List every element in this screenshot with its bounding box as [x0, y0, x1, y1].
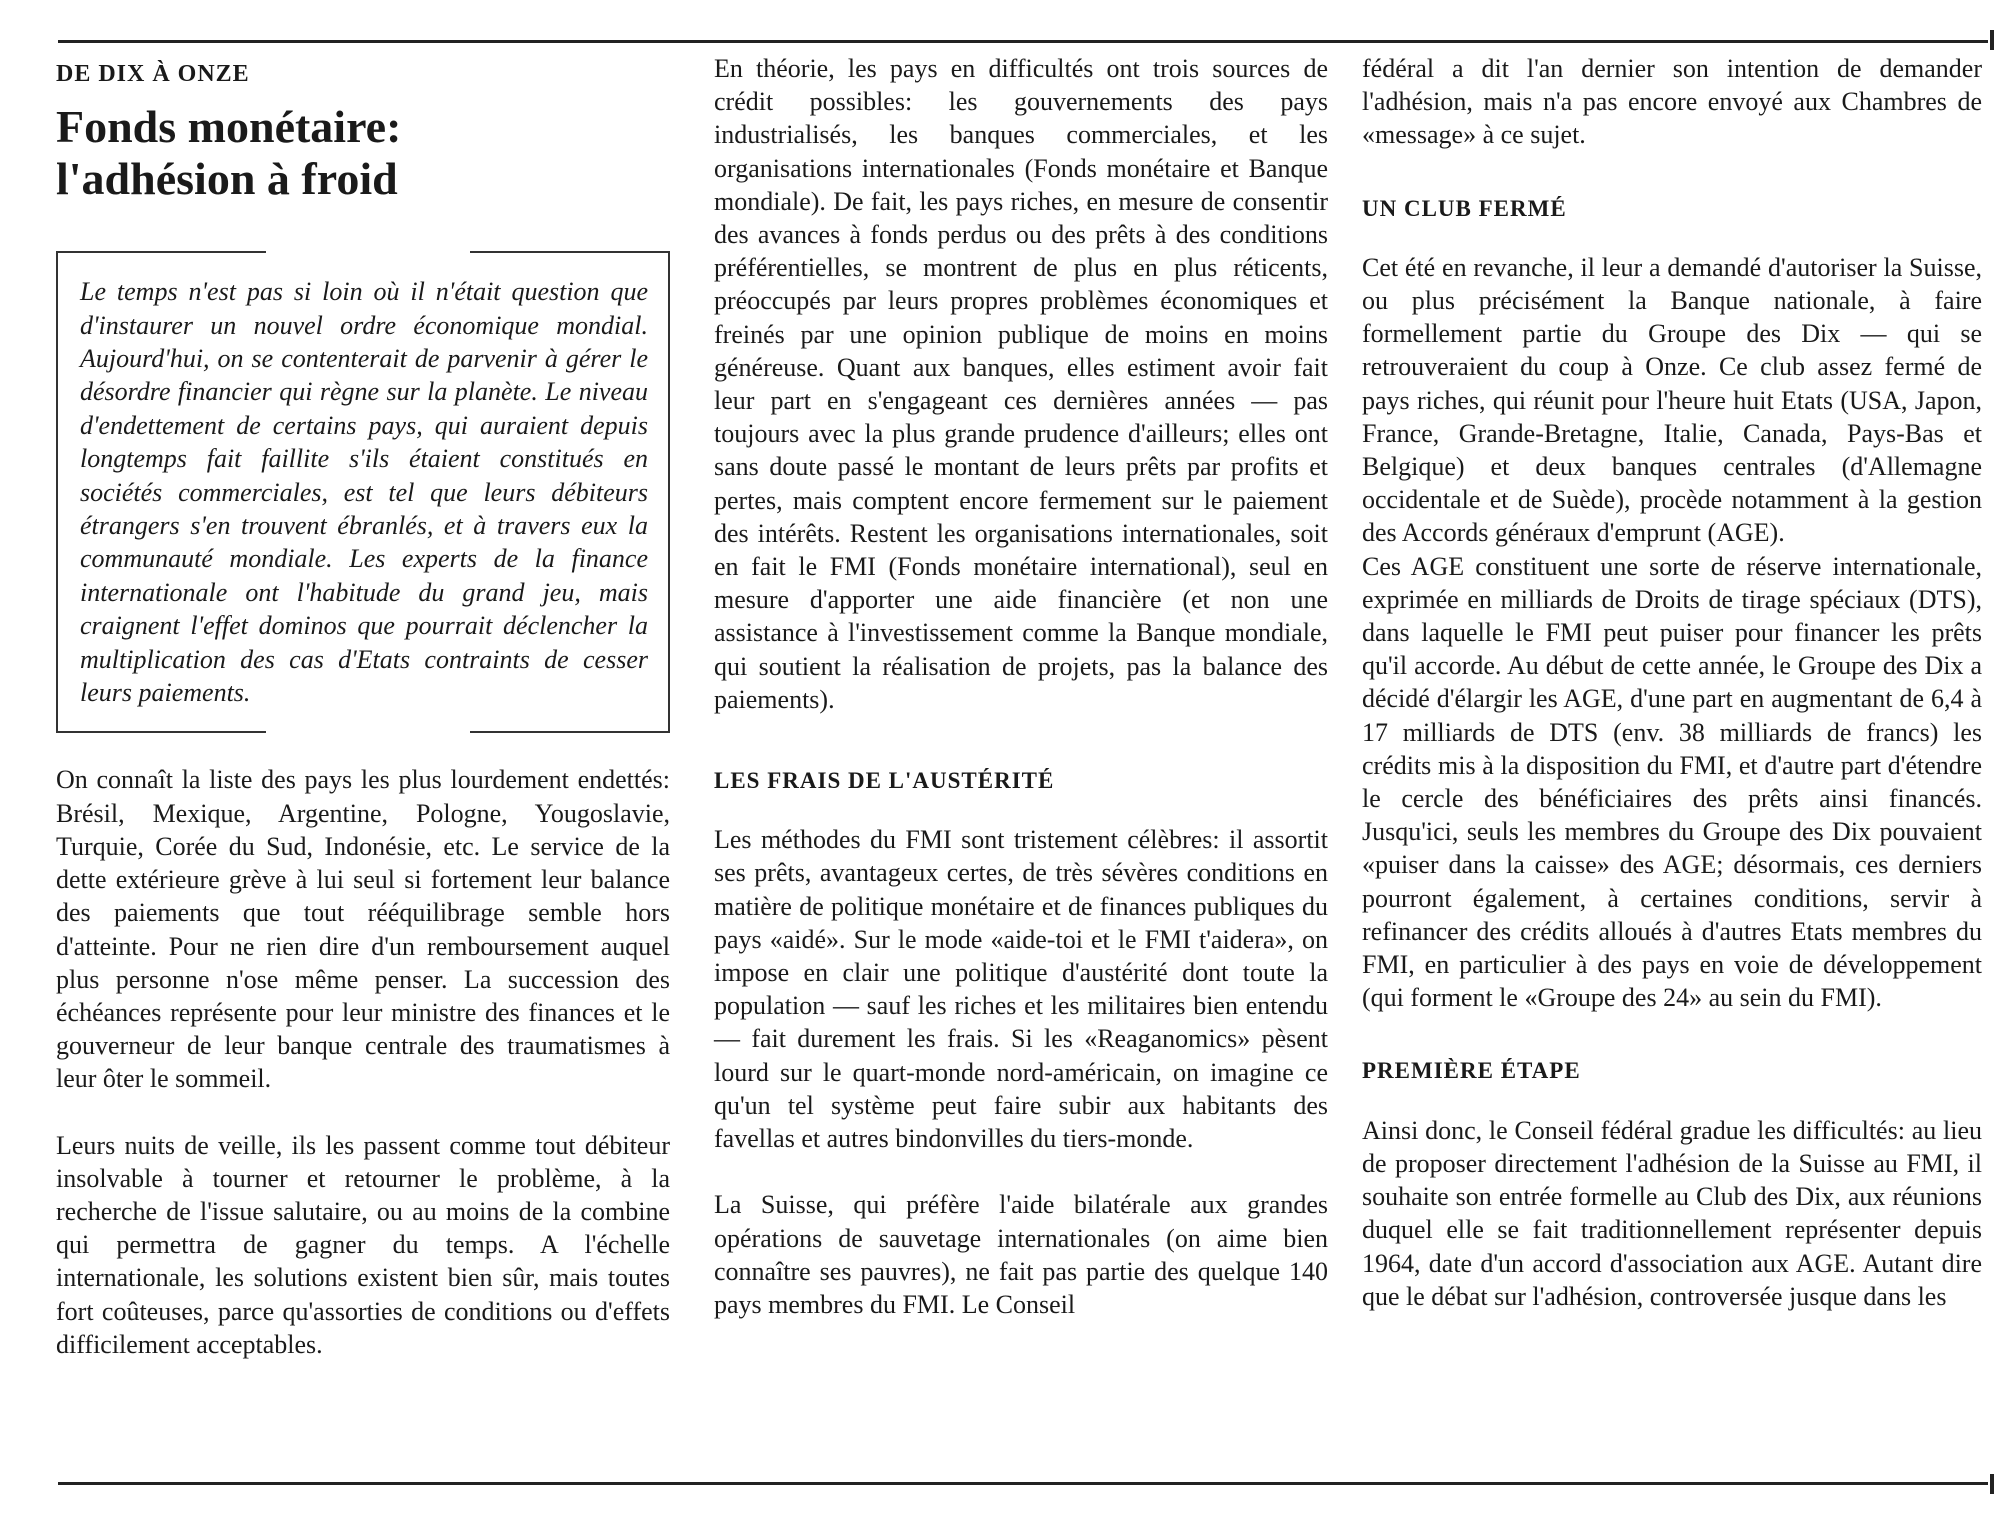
subheading: PREMIÈRE ÉTAPE — [1362, 1058, 1581, 1084]
body-paragraph: On connaît la liste des pays les plus lourdement endettés: Brésil, Mexique, Argentine, Pologne, Yougoslavie, Turquie, Corée du Sud, Indonésie, etc. Le service de la dette extérieure grève à lui seul si fortement leur balance des paiements que tout rééquilibrage semble hors d'atteinte. Pour ne rien dire d'un remboursement auquel plus personne n'ose même penser. La succession des échéances représente pour leur ministre des finances et le gouverneur de leur banque centrale des traumatismes à leur ôter le sommeil. — [56, 765, 670, 1094]
body-paragraph: En théorie, les pays en difficultés ont trois sources de crédit possibles: les gouvernements des pays industrialisés, les banques commerciales, et les organisations internationales (Fonds monétaire et Banque mondiale). De fait, les pays riches, en mesure de consentir des avances à fonds perdus ou des prêts à des conditions préférentielles, se montrent de plus en plus réticents, préoccupés par leurs propres problèmes économiques et freinés par une opinion publique de moins en moins généreuse. Quant aux banques, elles estiment avoir fait leur part en s'engageant ces dernières années — pas toujours avec la plus grande prudence d'ailleurs; elles ont sans doute passé le montant de leurs prêts par profits et pertes, mais comptent encore fermement sur le paiement des intérêts. Restent les organisations internationales, soit en fait le FMI (Fonds monétaire international), seul en mesure d'apporter une aide financière (et non une assistance à l'investissement comme la Banque mondiale, qui soutient la réalisation de projets, pas la balance des paiements). — [714, 54, 1328, 714]
body-paragraph: Les méthodes du FMI sont tristement célèbres: il assortit ses prêts, avantageux certes, de très sévères conditions en matière de politique monétaire et de finances publiques du pays «aidé». Sur le mode «aide-toi et le FMI t'aidera», on impose en clair une politique d'austérité dont toute la population — sauf les riches et les militaires bien entendu — fait durement les frais. Si les «Reaganomics» pèsent lourd sur le quart-monde nord-américain, on imagine ce qu'un tel système peut faire subir aux habitants des favellas et autres bindonvilles du tiers-monde. — [714, 825, 1328, 1154]
subheading: UN CLUB FERMÉ — [1362, 195, 1567, 221]
lead-box-corner — [470, 251, 670, 253]
column-3 — [1362, 52, 1982, 1313]
column-1 — [56, 52, 670, 1361]
headline-line-2: l'adhésion à froid — [56, 153, 398, 205]
body-paragraph: Cet été en revanche, il leur a demandé d'autoriser la Suisse, ou plus précisément la Banque nationale, à faire formellement partie du Groupe des Dix — qui se retrouveraient du coup à Onze. Ce club assez fermé de pays riches, qui réunit pour l'heure huit Etats (USA, Japon, France, Grande-Bretagne, Italie, Canada, Pays-Bas et Belgique) et deux banques centrales (d'Allemagne occidentale et de Suède), procède notamment à la gestion des Accords généraux d'emprunt (AGE). — [1362, 252, 1982, 548]
body-paragraph: fédéral a dit l'an dernier son intention de demander l'adhésion, mais n'a pas encore envoyé aux Chambres de «message» à ce sujet. — [1362, 54, 1982, 150]
lead-box-corner — [470, 731, 670, 733]
column-2 — [714, 52, 1328, 1321]
subheading: LES FRAIS DE L'AUSTÉRITÉ — [714, 768, 1055, 794]
edge-mark-bottom — [1990, 1474, 1994, 1494]
body-paragraph: Ces AGE constituent une sorte de réserve internationale, exprimée en milliards de Droits de tirage spéciaux (DTS), dans laquelle le FMI peut puiser pour financer les prêts qu'il accorde. Au début de cette année, le Groupe des Dix a décidé d'élargir les AGE, d'une part en augmentant de 6,4 à 17 milliards de DTS (env. 38 milliards de francs) les crédits mis à la disposition du FMI, et d'autre part d'étendre le cercle des bénéficiaires des prêts ainsi financés. Jusqu'ici, seuls les membres du Groupe des Dix pouvaient «puiser dans la caisse» des AGE; désormais, ces derniers pourront également, à certaines conditions, servir à refinancer des crédits alloués à d'autres Etats membres du FMI, en particulier à des pays en voie de développement (qui forment le «Groupe des 24» au sein du FMI). — [1362, 551, 1982, 1013]
body-paragraph: La Suisse, qui préfère l'aide bilatérale aux grandes opérations de sauvetage internationales (on aime bien connaître ses pauvres), ne fait pas partie des quelque 140 pays membres du FMI. Le Conseil — [714, 1190, 1328, 1319]
body-paragraph: Ainsi donc, le Conseil fédéral gradue les difficultés: au lieu de proposer directement l'adhésion de la Suisse au FMI, il souhaite son entrée formelle au Club des Dix, aux réunions duquel elle se fait traditionnellement représenter depuis 1964, date d'un accord d'association aux AGE. Autant dire que le débat sur l'adhésion, controversée jusque dans les — [1362, 1115, 1982, 1311]
lead-box-corner — [56, 251, 266, 253]
lead-paragraph: Le temps n'est pas si loin où il n'était question que d'instaurer un nouvel ordre économique mondial. Aujourd'hui, on se contenterait de parvenir à gérer le désordre financier qui règne sur la planète. Le niveau d'endettement de certains pays, qui auraient depuis longtemps fait faillite s'ils étaient constitués en sociétés commerciales, est tel que leurs débiteurs étrangers s'en trouvent ébranlés, et à travers eux la communauté mondiale. Les experts de la finance internationale ont l'habitude du grand jeu, mais craignent l'effet dominos que pourrait déclencher la multiplication des cas d'Etats contraints de cesser leurs paiements. — [80, 277, 648, 708]
edge-mark-top — [1990, 30, 1994, 50]
kicker: DE DIX À ONZE — [56, 61, 250, 87]
lead-box — [56, 251, 670, 733]
bottom-rule — [58, 1482, 1988, 1485]
body-paragraph: Leurs nuits de veille, ils les passent comme tout débiteur insolvable à tourner et retourner le problème, à la recherche de l'issue salutaire, ou au moins de la combine qui permettra de gagner du temps. A l'échelle internationale, les solutions existent bien sûr, mais toutes fort coûteuses, parce qu'assorties de conditions ou d'effets difficilement acceptables. — [56, 1130, 670, 1359]
lead-box-corner — [56, 731, 266, 733]
headline — [56, 101, 670, 205]
headline-line-1: Fonds monétaire: — [56, 101, 402, 153]
top-rule — [58, 40, 1988, 43]
